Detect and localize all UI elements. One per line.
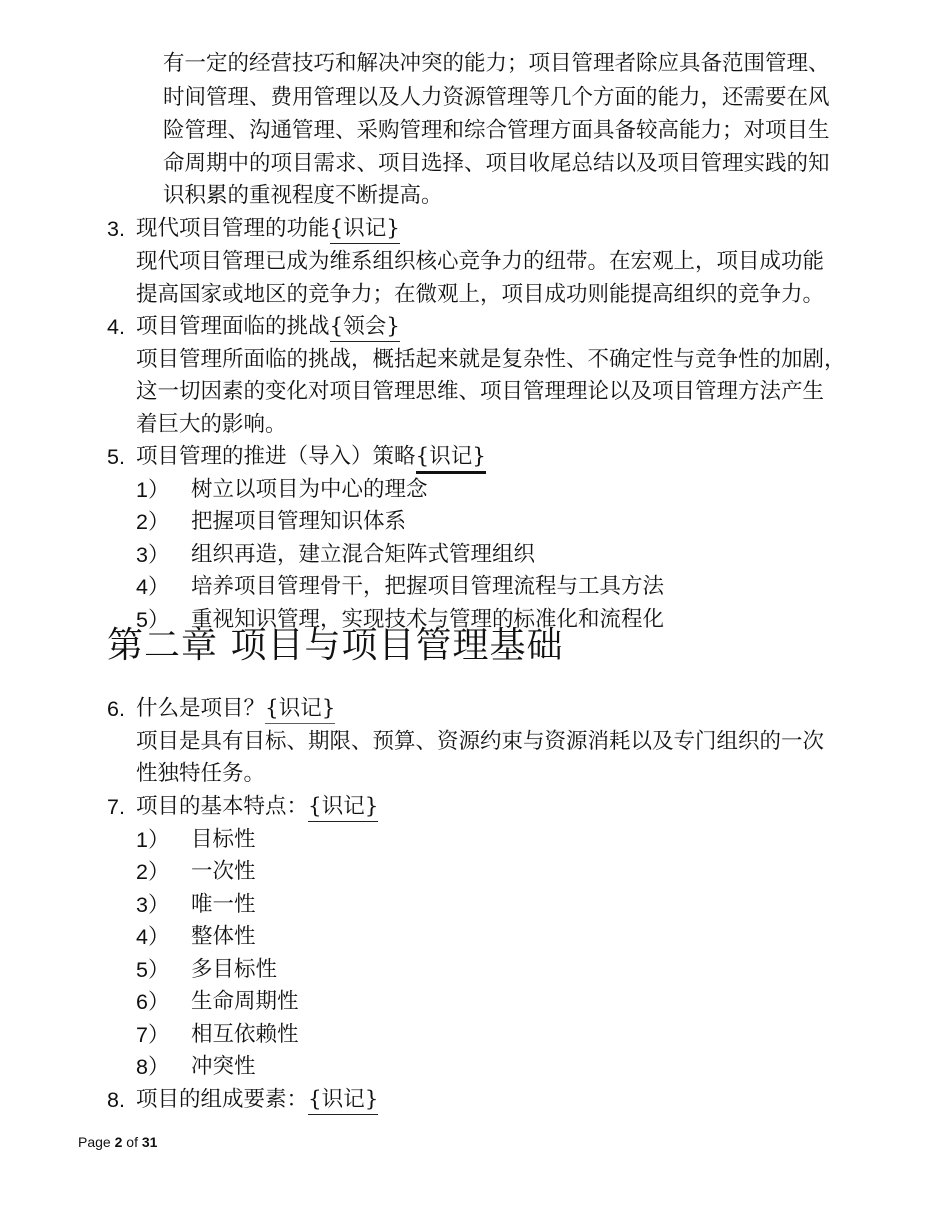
- list-item-number: 1）: [136, 828, 170, 852]
- list-item-text: 重视知识管理，实现技术与管理的标准化和流程化: [191, 607, 665, 632]
- list-item-text: 唯一性: [191, 892, 256, 917]
- list-item-number: 5）: [136, 958, 170, 982]
- of-word: of: [126, 1134, 138, 1150]
- list-item-text: 一次性: [191, 859, 256, 884]
- question-number: 5.: [107, 445, 125, 469]
- study-level-tag: {识记}: [265, 695, 335, 724]
- page-word: Page: [78, 1134, 111, 1150]
- question-title: 项目的基本特点：: [136, 794, 309, 819]
- paragraph-line: 识积累的重视程度不断提高。: [163, 183, 443, 208]
- list-item-number: 4）: [136, 925, 170, 949]
- total-pages-number: 31: [141, 1134, 158, 1150]
- list-item-number: 3）: [136, 543, 170, 567]
- answer-line: 这一切因素的变化对项目管理思维、项目管理理论以及项目管理方法产生: [136, 379, 825, 404]
- paragraph-line: 有一定的经营技巧和解决冲突的能力；项目管理者除应具备范围管理、: [163, 51, 830, 76]
- answer-line: 项目是具有目标、期限、预算、资源约束与资源消耗以及专门组织的一次: [136, 729, 825, 754]
- question-title: 项目的组成要素：: [136, 1087, 309, 1112]
- current-page-number: 2: [114, 1134, 123, 1150]
- chapter-heading: 第二章 项目与项目管理基础: [107, 625, 564, 666]
- list-item-number: 3）: [136, 893, 170, 917]
- question-number: 3.: [107, 217, 125, 241]
- answer-line: 现代项目管理已成为维系组织核心竞争力的纽带。在宏观上，项目成功能: [136, 249, 825, 274]
- question-number: 4.: [107, 315, 125, 339]
- answer-line: 着巨大的影响。: [136, 412, 287, 437]
- answer-line: 性独特任务。: [136, 761, 266, 786]
- list-item-text: 整体性: [191, 924, 256, 949]
- list-item-text: 组织再造，建立混合矩阵式管理组织: [191, 542, 536, 567]
- question-title: 项目管理面临的挑战: [136, 314, 330, 339]
- list-item-text: 冲突性: [191, 1054, 256, 1079]
- list-item-text: 树立以项目为中心的理念: [191, 477, 428, 502]
- list-item-number: 2）: [136, 860, 170, 884]
- question-number: 6.: [107, 697, 125, 721]
- list-item-text: 目标性: [191, 827, 256, 852]
- page-footer: [78, 1133, 157, 1151]
- list-item-number: 1）: [136, 478, 170, 502]
- list-item-number: 6）: [136, 990, 170, 1014]
- paragraph-line: 险管理、沟通管理、采购管理和综合管理方面具备较高能力；对项目生: [163, 118, 830, 143]
- study-level-tag: {识记}: [330, 215, 400, 244]
- question-title: 什么是项目？: [136, 696, 266, 721]
- list-item-number: 8）: [136, 1055, 170, 1079]
- question-title: 项目管理的推进（导入）策略: [136, 444, 416, 469]
- question-number: 7.: [107, 795, 125, 819]
- paragraph-line: 命周期中的项目需求、项目选择、项目收尾总结以及项目管理实践的知: [163, 151, 830, 176]
- study-level-tag: {领会}: [330, 313, 400, 342]
- answer-line: 提高国家或地区的竞争力；在微观上，项目成功则能提高组织的竞争力。: [136, 282, 825, 307]
- question-number: 8.: [107, 1088, 125, 1112]
- list-item-text: 生命周期性: [191, 989, 299, 1014]
- list-item-number: 4）: [136, 575, 170, 599]
- answer-line: 项目管理所面临的挑战，概括起来就是复杂性、不确定性与竞争性的加剧，: [136, 347, 846, 372]
- list-item-text: 培养项目管理骨干，把握项目管理流程与工具方法: [191, 574, 665, 599]
- list-item-number: 7）: [136, 1023, 170, 1047]
- study-level-tag: {识记}: [416, 443, 486, 474]
- question-title: 现代项目管理的功能: [136, 216, 330, 241]
- list-item-number: 5）: [136, 608, 170, 632]
- list-item-text: 相互依赖性: [191, 1022, 299, 1047]
- list-item-text: 把握项目管理知识体系: [191, 509, 407, 534]
- list-item-number: 2）: [136, 510, 170, 534]
- paragraph-line: 时间管理、费用管理以及人力资源管理等几个方面的能力，还需要在风: [163, 85, 830, 110]
- list-item-text: 多目标性: [191, 957, 278, 982]
- study-level-tag: {识记}: [308, 1086, 378, 1115]
- study-level-tag: {识记}: [308, 793, 378, 822]
